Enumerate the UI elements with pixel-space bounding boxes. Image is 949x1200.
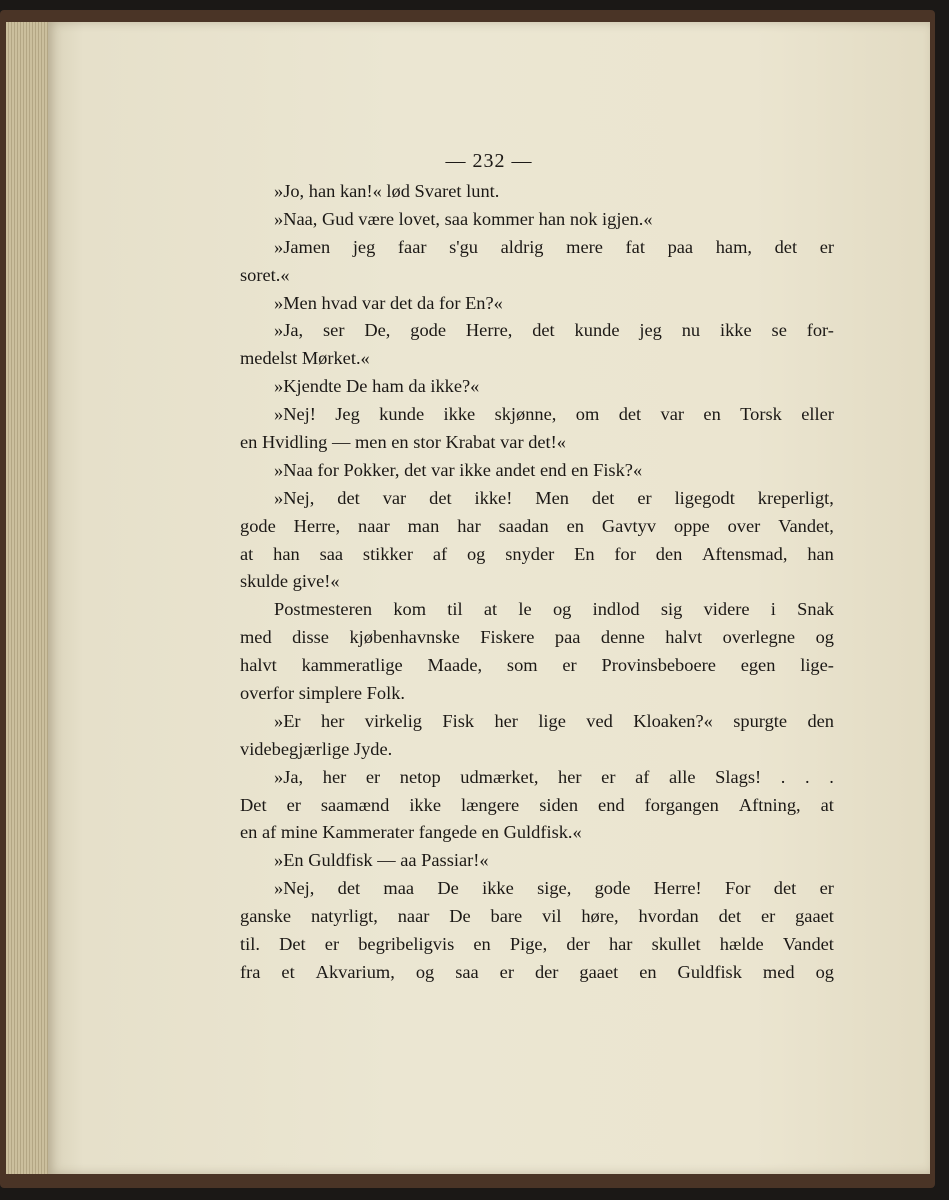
text-line: halvt kammeratlige Maade, som er Provinsbeboere egen lige- [240,655,834,676]
page-edges [6,22,51,1174]
text-line: med disse kjøbenhavnske Fiskere paa denne halvt overlegne og [240,627,834,648]
text-line: en Hvidling — men en stor Krabat var det!« [240,432,566,453]
text-line: »Kjendte De ham da ikke?« [274,376,480,397]
text-line: »Er her virkelig Fisk her lige ved Kloaken?« spurgte den [274,710,834,731]
text-line: fra et Akvarium, og saa er der gaaet en Guldfisk med og [240,961,834,982]
text-line: »Naa for Pokker, det var ikke andet end en Fisk?« [274,459,643,480]
text-line: »Men hvad var det da for En?« [274,292,503,313]
text-line: »Naa, Gud være lovet, saa kommer han nok igjen.« [274,208,653,229]
page-number: — 232 — [445,150,533,172]
text-line: »Ja, ser De, gode Herre, det kunde jeg nu ikke se for- [274,320,834,341]
text-line: gode Herre, naar man har saadan en Gavtyv oppe over Vandet, [240,515,834,536]
text-line: overfor simplere Folk. [240,683,405,704]
text-line: medelst Mørket.« [240,348,370,369]
text-line: »En Guldfisk — aa Passiar!« [274,850,489,871]
text-line: »Nej, det maa De ikke sige, gode Herre! For det er [274,878,834,899]
text-line: »Nej! Jeg kunde ikke skjønne, om det var en Torsk eller [274,404,834,425]
text-line: Postmesteren kom til at le og indlod sig videre i Snak [274,599,834,620]
text-line: at han saa stikker af og snyder En for den Aftensmad, han [240,543,834,564]
text-line: »Ja, her er netop udmærket, her er af alle Slags! . . . [274,766,834,787]
text-line: ganske natyrligt, naar De bare vil høre, hvordan det er gaaet [240,906,834,927]
text-line: »Jo, han kan!« lød Svaret lunt. [274,181,500,201]
text-line: Det er saamænd ikke længere siden end forgangen Aftning, at [240,794,834,815]
text-line: soret.« [240,264,290,285]
text-line: videbegjærlige Jyde. [240,738,393,759]
page-text [240,178,834,987]
text-line: »Nej, det var det ikke! Men det er ligegodt kreperligt, [274,487,834,508]
text-line: »Jamen jeg faar s'gu aldrig mere fat paa ham, det er [274,236,834,257]
text-line: skulde give!« [240,571,340,592]
text-line: til. Det er begribeligvis en Pige, der har skullet hælde Vandet [240,934,834,955]
text-line: en af mine Kammerater fangede en Guldfisk.« [240,822,582,843]
